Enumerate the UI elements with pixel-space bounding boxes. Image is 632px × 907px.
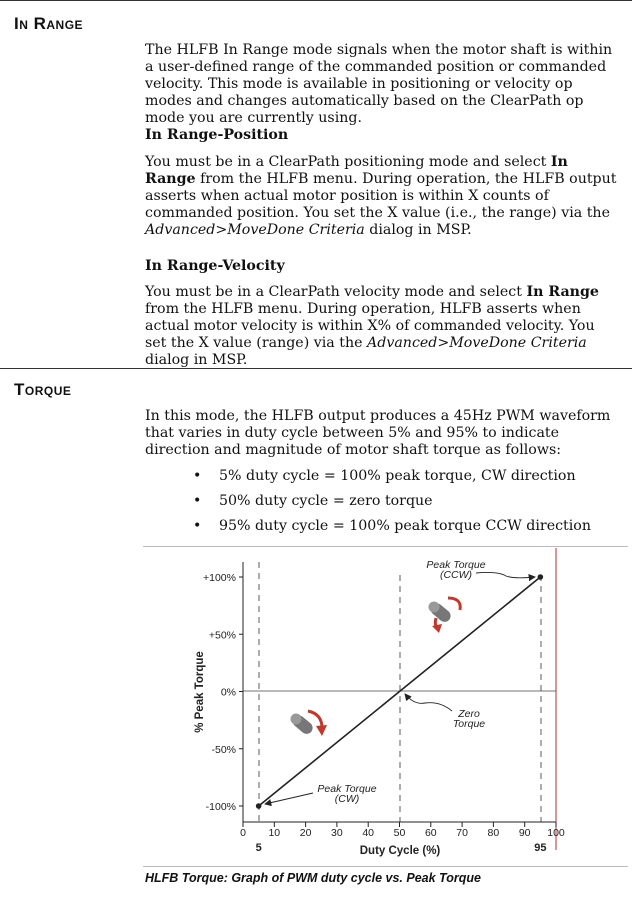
x-tick-label: 100 — [547, 827, 565, 839]
annotation-zero: Zero — [458, 708, 480, 720]
bold-run: In Range — [526, 284, 599, 300]
y-tick-label: -100% — [205, 801, 236, 813]
in-range-position-heading: In Range-Position — [145, 127, 289, 143]
y-tick-label: +100% — [203, 572, 236, 584]
x-tick-label: 60 — [424, 827, 437, 839]
x-tick-label: 20 — [299, 827, 312, 839]
text-run: You must be in a ClearPath positioning mode and select — [145, 154, 551, 170]
y-axis-label: % Peak Torque — [194, 651, 206, 733]
x-extra-label: 95 — [534, 842, 547, 854]
annotation-arrow-ccw — [476, 572, 535, 577]
text-run: dialog in MSP. — [145, 352, 248, 368]
section-title-text: Torque — [14, 380, 72, 399]
x-tick-label: 10 — [268, 827, 281, 839]
bullet-text: 5% duty cycle = 100% peak torque, CW direction — [219, 468, 576, 484]
y-tick-label: +50% — [208, 629, 236, 642]
x-tick-label: 40 — [362, 827, 375, 839]
annotation-peak-cw-dir: (CW) — [334, 793, 360, 805]
figure-bottom-rule — [143, 866, 628, 867]
in-range-intro-text: The HLFB In Range mode signals when the motor shaft is within a user-defined range of the commanded position or commanded velocity. This mode is available in positioning or velocity op modes and changes automatically based on the ClearPath op mode you are currently using. — [145, 42, 613, 126]
annotation-peak-ccw-dir: (CCW) — [439, 569, 473, 581]
series-endpoint — [538, 574, 544, 580]
figure-caption: HLFB Torque: Graph of PWM duty cycle vs. Peak Torque — [145, 871, 481, 885]
torque-intro-text: In this mode, the HLFB output produces a 45Hz PWM waveform that varies in duty cycle between 5% and 95% to indicate direction and magnitude of motor shaft torque as follows: — [145, 408, 611, 458]
x-tick-label: 80 — [487, 827, 500, 839]
x-extra-label: 5 — [255, 842, 262, 854]
in-range-velocity-heading: In Range-Velocity — [145, 258, 285, 274]
annotation-peak-ccw: Peak Torque — [426, 559, 486, 571]
bullet-dot: • — [193, 518, 202, 534]
section-title-text: In Range — [14, 14, 84, 33]
italic-run: Advanced>MoveDone Criteria — [367, 335, 587, 351]
annotation-zero-torque: Torque — [452, 718, 486, 730]
motor-cw-icon — [290, 711, 327, 736]
text-run: from the HLFB menu. During operation, HLFB asserts when actual motor velocity is within X% of commanded velocity. You set the X value (range) via the — [145, 301, 595, 351]
annotation-arrow-zero — [405, 694, 452, 711]
bullet-dot: • — [193, 468, 202, 484]
italic-run: Advanced>MoveDone Criteria — [145, 222, 365, 238]
y-tick-label: 0% — [220, 686, 236, 699]
series-line — [259, 577, 541, 806]
x-tick-label: 70 — [456, 827, 468, 839]
y-tick-label: -50% — [211, 743, 236, 756]
x-tick-label: 90 — [518, 827, 531, 839]
bullet-text: 95% duty cycle = 100% peak torque CCW direction — [219, 518, 591, 534]
x-tick-label: 30 — [331, 827, 343, 839]
bullet-dot: • — [193, 493, 202, 509]
x-tick-label: 0 — [240, 827, 246, 839]
bold-run: In Range — [145, 154, 568, 187]
bullet-text: 50% duty cycle = zero torque — [219, 493, 433, 509]
text-run: dialog in MSP. — [364, 222, 472, 238]
annotation-peak-cw: Peak Torque — [317, 783, 377, 795]
motor-ccw-icon — [428, 598, 460, 633]
series-endpoint — [256, 803, 262, 809]
x-tick-label: 50 — [393, 827, 406, 839]
text-run: from the HLFB menu. During operation, the HLFB output asserts when actual motor position is within X counts of commanded position. You set the X value (i.e., the range) via the — [145, 171, 617, 221]
x-axis-label: Duty Cycle (%) — [359, 845, 441, 857]
text-run: You must be in a ClearPath velocity mode and select — [145, 284, 527, 300]
